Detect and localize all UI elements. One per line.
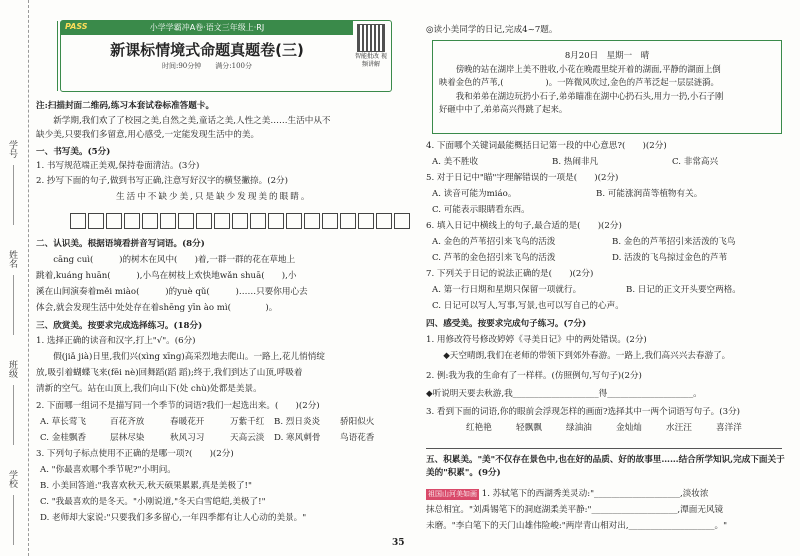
option[interactable]: B. 烈日炎炎 [274, 417, 321, 427]
word-chip: 水汪汪 [666, 423, 692, 433]
pinyin-line: 体会,就会发现生活中处处存在着shēng yīn ào mì( )。 [36, 303, 278, 313]
option: 层林尽染 [110, 433, 145, 443]
option: 骄阳似火 [340, 417, 375, 427]
exam-title: 新课标情境式命题真题卷(三) [110, 41, 304, 59]
diary-date: 8月20日 星期一 晴 [564, 51, 650, 61]
header-band: 小学学霸冲A卷·语文三年级上·RJ [61, 21, 353, 35]
option[interactable]: B. 热闹非凡 [552, 157, 599, 167]
section-heading: 三、欣赏美。按要求完成选择练习。(18分) [36, 321, 203, 331]
option[interactable]: C. 可能表示眼睛看东西。 [432, 205, 530, 215]
option[interactable]: A. 金色的芦苇招引来飞鸟的活泼 [432, 237, 556, 247]
section-heading: 二、认识美。根据语境看拼音写词语。(8分) [36, 239, 205, 249]
question: 2. 下面哪一组词不是描写同一个季节的词语?我们一起选出来。( )(2分) [36, 401, 320, 411]
margin-label-name: 姓名 [7, 250, 17, 268]
option[interactable]: B. 金色的芦苇招引来活泼的飞鸟 [612, 237, 736, 247]
section-heading: 四、感受美。按要求完成句子练习。(7分) [426, 319, 587, 329]
exam-time-score: 时间:90分钟 满分:100分 [162, 62, 252, 70]
question: 6. 填入日记中横线上的句子,最合适的是( )(2分) [426, 221, 622, 231]
question: 3. 下列句子标点使用不正确的是哪一项?( )(2分) [36, 449, 234, 459]
question: 3. 看到下面的词语,你的眼前会浮现怎样的画面?选择其中一两个词语写句子。(3分) [426, 407, 741, 417]
option: 万紫千红 [230, 417, 265, 427]
option: 春暖花开 [170, 417, 205, 427]
pinyin-line: cāng cuì( )的树木在风中( )着,一群一群的花在草地上 [36, 255, 296, 265]
qr-caption: 智能批改 视频讲解 [355, 53, 387, 68]
margin-label-school: 学校 [7, 470, 17, 488]
option[interactable]: C. 日记可以写人,写事,写景,也可以写自己的心声。 [432, 301, 624, 311]
option[interactable]: D. 活泼的飞鸟掠过金色的芦苇 [612, 253, 728, 263]
question: 5. 对于日记中"瞄"字理解错误的一项是( )(2分) [426, 173, 619, 183]
passage-line: ◆天空晴朗,我们在老师的带领下到郊外春游。一路上,我们高兴兴去春游了。 [426, 351, 731, 361]
option: 天高云淡 [230, 433, 265, 443]
section-heading: 一、书写美。(5分) [36, 147, 111, 157]
option: 鸟语花香 [340, 433, 375, 443]
option: 百花齐放 [110, 417, 145, 427]
question: 1. 选择正确的读音和汉字,打上"√"。(6分) [36, 336, 196, 346]
margin-label-class: 班级 [7, 360, 17, 378]
section-heading: 五、积累美。"美"不仅存在景色中,也在好的品质、好的故事里……结合所学知识,完成下面关于美的"积累"。(9分) [426, 455, 785, 478]
option[interactable]: D. 老师却大家说:"只要我们多多留心,一年四季都有让人心动的美景。" [40, 513, 307, 523]
option[interactable]: A. "你最喜欢哪个季节呢?"小明问。 [40, 465, 176, 475]
intro-line: 缺少美,只要我们多留意,用心感受,一定能发现生活中的美。 [36, 130, 260, 140]
intro-line: 新学期,我们欢了了校园之美,自然之美,童话之美,人性之美……生活中从不 [36, 116, 331, 126]
option[interactable]: B. 日记的正文开头要空两格。 [626, 285, 741, 295]
passage-line: 放,吸引着蝴蝶飞来(fēi nè)回舞蹈(蹈 蹈);终于,我们到达了山顶,呼吸着 [36, 368, 303, 378]
diary-body: 傍晚的站在湖岸上美不胜收,小花在晚霞里绽开着的湖面,平静的湖面上倒 映着金色的芦苇,( )。一阵微风吹过,金色的芦苇泛起一层层涟漪。 我和弟弟在湖边玩扔小石子,弟弟瞄准在湖中心扔石头,用力一扔,小石子刚 好砸中中了,弟弟高兴得跳了起来。 [439, 64, 724, 115]
option[interactable]: C. "我最喜欢的是冬天。"小刚说道,"冬天白雪皑皑,美极了!" [40, 497, 266, 507]
option[interactable]: C. 芦苇的金色招引来飞鸟的活泼 [432, 253, 556, 263]
pinyin-line: 跳着,kuáng huān( ),小鸟在树枝上欢快地wǎn shuā( ),小 [36, 271, 297, 281]
option[interactable]: B. 小美回答道:"我喜欢秋天,秋天硕果累累,真是美极了!" [40, 481, 252, 491]
question: 1. 用修改符号修改婷婷《寻美日记》中的两处错误。(2分) [426, 335, 647, 345]
option[interactable]: A. 草长莺飞 [40, 417, 87, 427]
question: 4. 下面哪个关键词最能概括日记第一段的中心意思?( )(2分) [426, 141, 667, 151]
question: 1. 书写规范端正美观,保持卷面清洁。(3分) [36, 161, 200, 171]
exam-header [60, 20, 392, 92]
qr-code-icon[interactable] [357, 24, 385, 52]
option[interactable]: C. 金桂飘香 [40, 433, 87, 443]
word-chip: 轻飘飘 [516, 423, 542, 433]
option[interactable]: A. 美不胜收 [432, 157, 479, 167]
word-chip: 喜洋洋 [716, 423, 742, 433]
answer-rule[interactable] [426, 448, 782, 449]
page-number: 35 [392, 538, 405, 548]
pass-logo: PASS [65, 22, 88, 31]
word-chip: 金灿灿 [616, 423, 642, 433]
writing-grid[interactable] [70, 213, 412, 229]
option[interactable]: A. 读音可能为miáo。 [432, 189, 517, 199]
passage-line: 假(jiǎ jià)日里,我们兴(xìng xīng)高采烈地去爬山。一路上,花儿悄悄绽 [36, 352, 325, 362]
pinyin-line: 溪在山间演奏着měi miào( )的yuè qǔ( )……只要你用心去 [36, 287, 308, 297]
question: 祖国山河美如画 1. 苏轼笔下的西湖秀美灵动:"____________________,淡妆浓 [428, 489, 709, 499]
option[interactable]: B. 可能涨润苗等植物有关。 [596, 189, 703, 199]
option[interactable]: C. 非常高兴 [672, 157, 719, 167]
diary-intro: ◎读小美同学的日记,完成4~7题。 [426, 25, 558, 35]
student-info-margin [0, 0, 29, 556]
copy-sentence: 生活中不缺少美,只是缺少发现美的眼睛。 [116, 192, 312, 202]
notice: 注:扫描封面二维码,练习本套试卷标准答题卡。 [36, 101, 215, 111]
passage-line: 抹总相宜。"刘禹锡笔下的洞庭湖柔美平静:"____________________,潭面无风镜 [426, 505, 724, 515]
question: 2. 例:我为我的生命有了一样样。(仿照例句,写句子)(2分) [426, 371, 642, 381]
diary-box [432, 40, 782, 134]
topic-tag: 祖国山河美如画 [428, 490, 477, 498]
question: 2. 抄写下面的句子,做到书写正确,注意写好汉字的横竖撇捺。(2分) [36, 176, 289, 186]
answer-line[interactable]: ◆听说明天要去秋游,我____________________得____________________。 [426, 389, 702, 399]
option: 秋风习习 [170, 433, 205, 443]
word-chip: 绿油油 [566, 423, 592, 433]
question: 7. 下列关于日记的说法正确的是( )(2分) [426, 269, 594, 279]
margin-label-student-number: 学号 [7, 140, 17, 158]
word-chip: 红艳艳 [466, 423, 492, 433]
option[interactable]: A. 第一行日期和星期只保留一项就行。 [432, 285, 582, 295]
option[interactable]: D. 寒风刺骨 [274, 433, 321, 443]
passage-line: 未磨。"李白笔下的天门山雄伟险峻:"两岸青山相对出,____________________。" [426, 521, 728, 531]
passage-line: 清新的空气。站在山顶上,我们向山下(处 chù)处都是美景。 [36, 384, 262, 394]
